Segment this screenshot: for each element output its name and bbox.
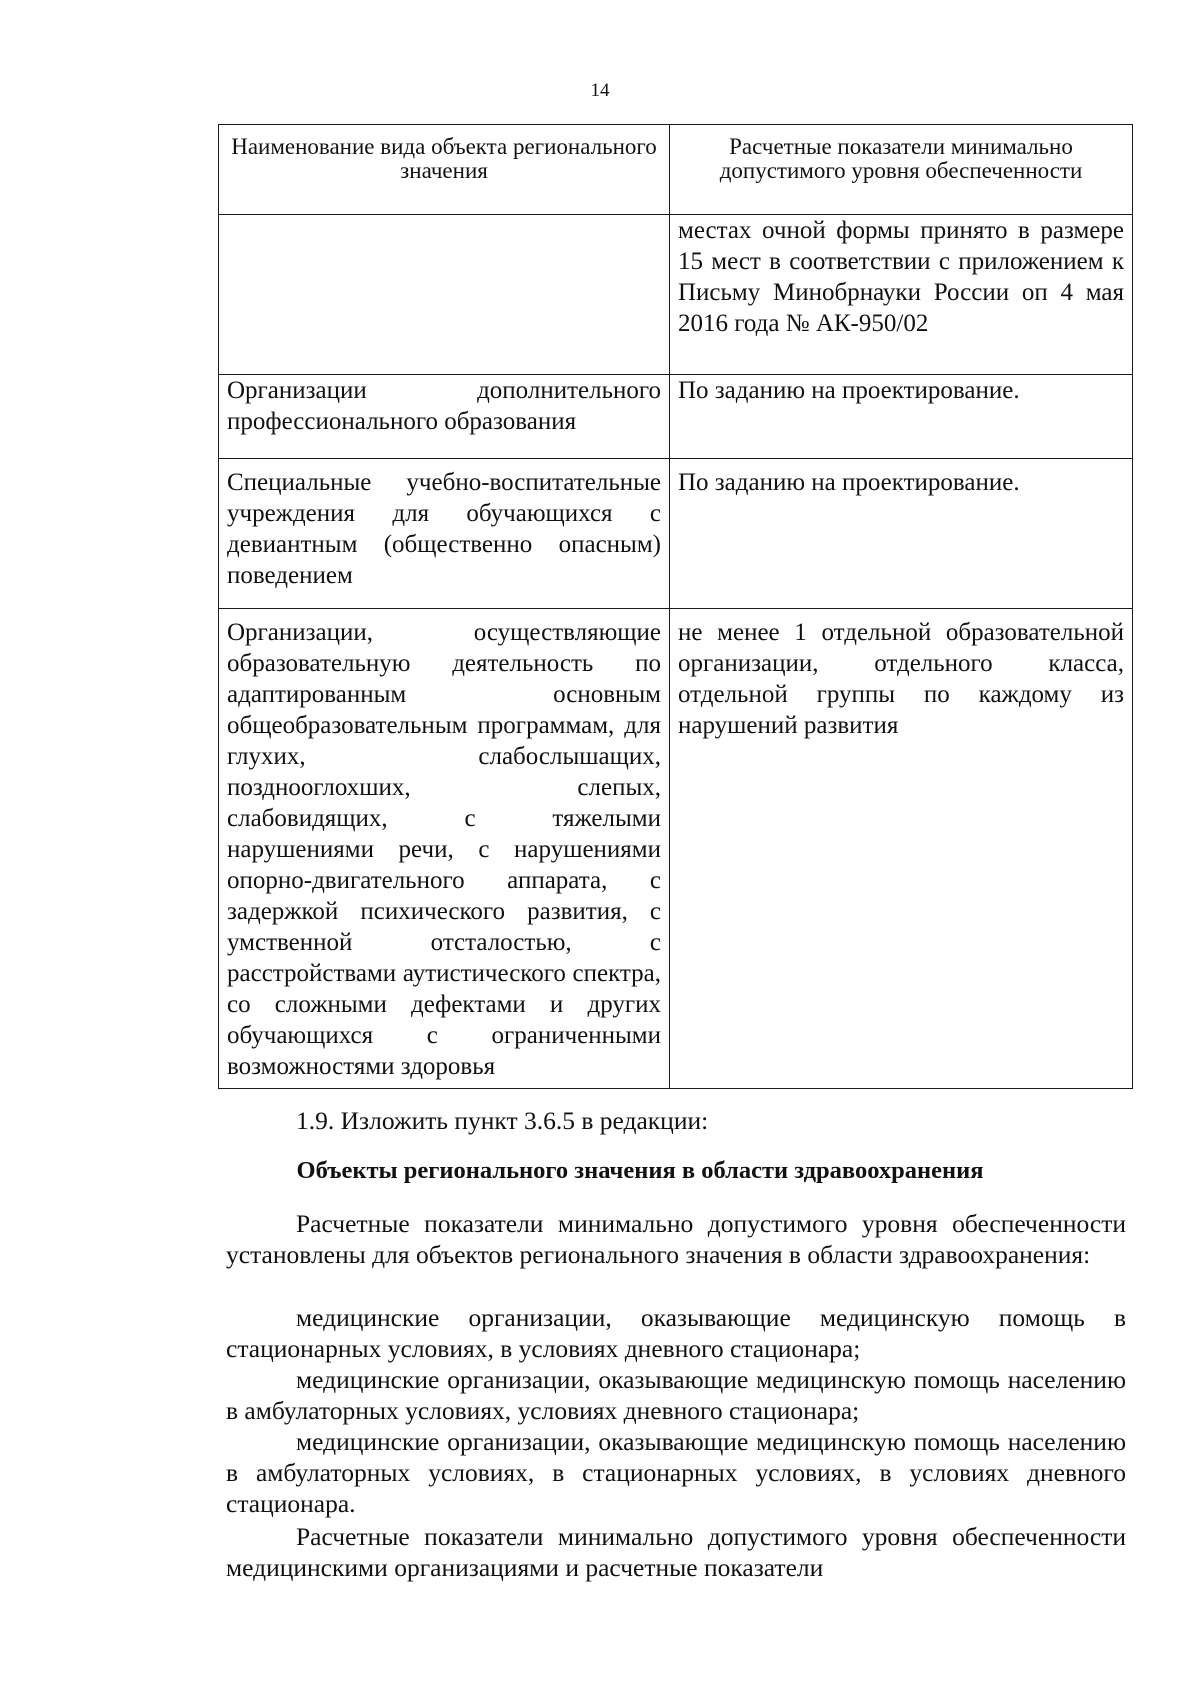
- paragraph-text: Расчетные показатели минимально допустимого уровня обеспеченности медицинскими организациями и расчетные показатели: [226, 1522, 1126, 1582]
- table-cell-left: Организации дополнительного профессионального образования: [219, 375, 670, 459]
- paragraph: [226, 1364, 1126, 1426]
- column-header-indicators: Расчетные показатели минимально допустимого уровня обеспеченности: [670, 125, 1133, 215]
- paragraph: [226, 1521, 1126, 1583]
- table-cell-right: местах очной формы принято в размере 15 мест в соответствии с приложением к Письму Минобрнауки России оп 4 мая 2016 года № АК-950/02: [670, 215, 1133, 375]
- paragraph-text: медицинские организации, оказывающие медицинскую помощь населению в амбулаторных условиях, в стационарных условиях, в условиях дневного стационара.: [226, 1427, 1126, 1518]
- paragraph: [226, 1302, 1126, 1364]
- requirements-table: [218, 124, 1133, 1089]
- paragraph-text: медицинские организации, оказывающие медицинскую помощь населению в амбулаторных условиях, условиях дневного стационара;: [226, 1365, 1126, 1425]
- amendment-item: 1.9. Изложить пункт 3.6.5 в редакции:: [296, 1106, 709, 1135]
- table-cell-right: По заданию на проектирование.: [670, 459, 1133, 609]
- table-row: [219, 459, 1133, 609]
- paragraph: [226, 1426, 1126, 1519]
- table-cell-left: [219, 215, 670, 375]
- column-header-object-type: Наименование вида объекта регионального значения: [219, 125, 670, 215]
- paragraph: [226, 1208, 1126, 1270]
- table-row: [219, 215, 1133, 375]
- page-number: 14: [590, 80, 610, 101]
- paragraph-text: Расчетные показатели минимально допустимого уровня обеспеченности установлены для объектов регионального значения в области здравоохранения:: [226, 1209, 1126, 1269]
- table-row: [219, 609, 1133, 1089]
- table-cell-right: По заданию на проектирование.: [670, 375, 1133, 459]
- paragraph-text: медицинские организации, оказывающие медицинскую помощь в стационарных условиях, в условиях дневного стационара;: [226, 1303, 1126, 1363]
- table-cell-left: Организации, осуществляющие образовательную деятельность по адаптированным основным общеобразовательным программам, для глухих, слабослышащих, позднооглохших, слепых, слабовидящих, с тяжелыми нарушениями речи, с нарушениями опорно-двигательного аппарата, с задержкой психического развития, с умственной отсталостью, с расстройствами аутистического спектра, со сложными дефектами и других обучающихся с ограниченными возможностями здоровья: [219, 609, 670, 1089]
- table-cell-left: Специальные учебно-воспитательные учреждения для обучающихся с девиантным (общественно опасным) поведением: [219, 459, 670, 609]
- table-cell-right: не менее 1 отдельной образовательной организации, отдельного класса, отдельной группы по каждому из нарушений развития: [670, 609, 1133, 1089]
- section-title: Объекты регионального значения в области здравоохранения: [296, 1157, 984, 1184]
- table-header-row: [219, 125, 1133, 215]
- table-row: [219, 375, 1133, 459]
